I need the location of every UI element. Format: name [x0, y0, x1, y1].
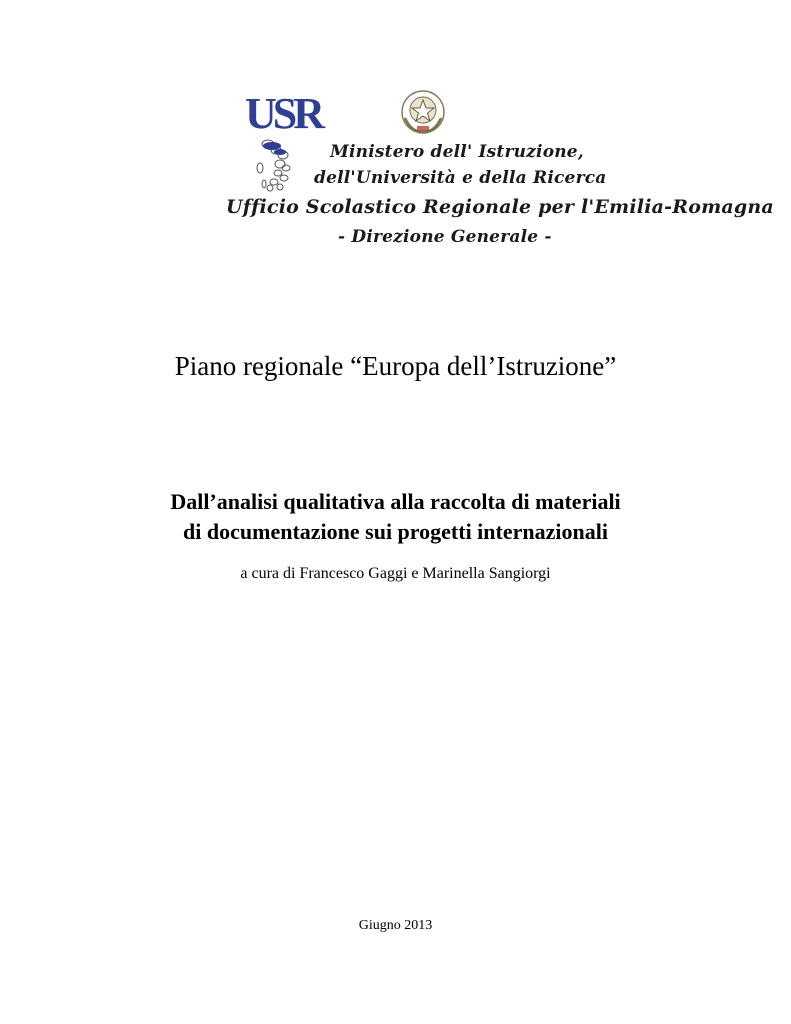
ministry-line-3: Ufficio Scolastico Regionale per l'Emilia-Romagna: [226, 196, 774, 218]
ministry-line-1: Ministero dell' Istruzione,: [330, 142, 584, 162]
document-date: Giugno 2013: [358, 918, 433, 933]
document-authors: a cura di Francesco Gaggi e Marinella Sangiorgi: [240, 565, 551, 582]
emblem-graphic: [399, 88, 447, 136]
usr-logo-text: USR: [245, 89, 322, 138]
ministry-line-4: - Direzione Generale -: [338, 227, 552, 247]
subtitle-line-1: Dall’analisi qualitativa alla raccolta di materiali: [170, 489, 621, 514]
subtitle-line-2: di documentazione sui progetti internazionali: [183, 519, 608, 544]
document-subtitle: [0, 487, 791, 547]
ministry-header: [0, 138, 791, 258]
document-title: Piano regionale “Europa dell’Istruzione”: [174, 351, 617, 381]
italian-republic-emblem-icon: [399, 88, 447, 136]
ministry-line-2: dell'Università e della Ricerca: [314, 168, 607, 188]
